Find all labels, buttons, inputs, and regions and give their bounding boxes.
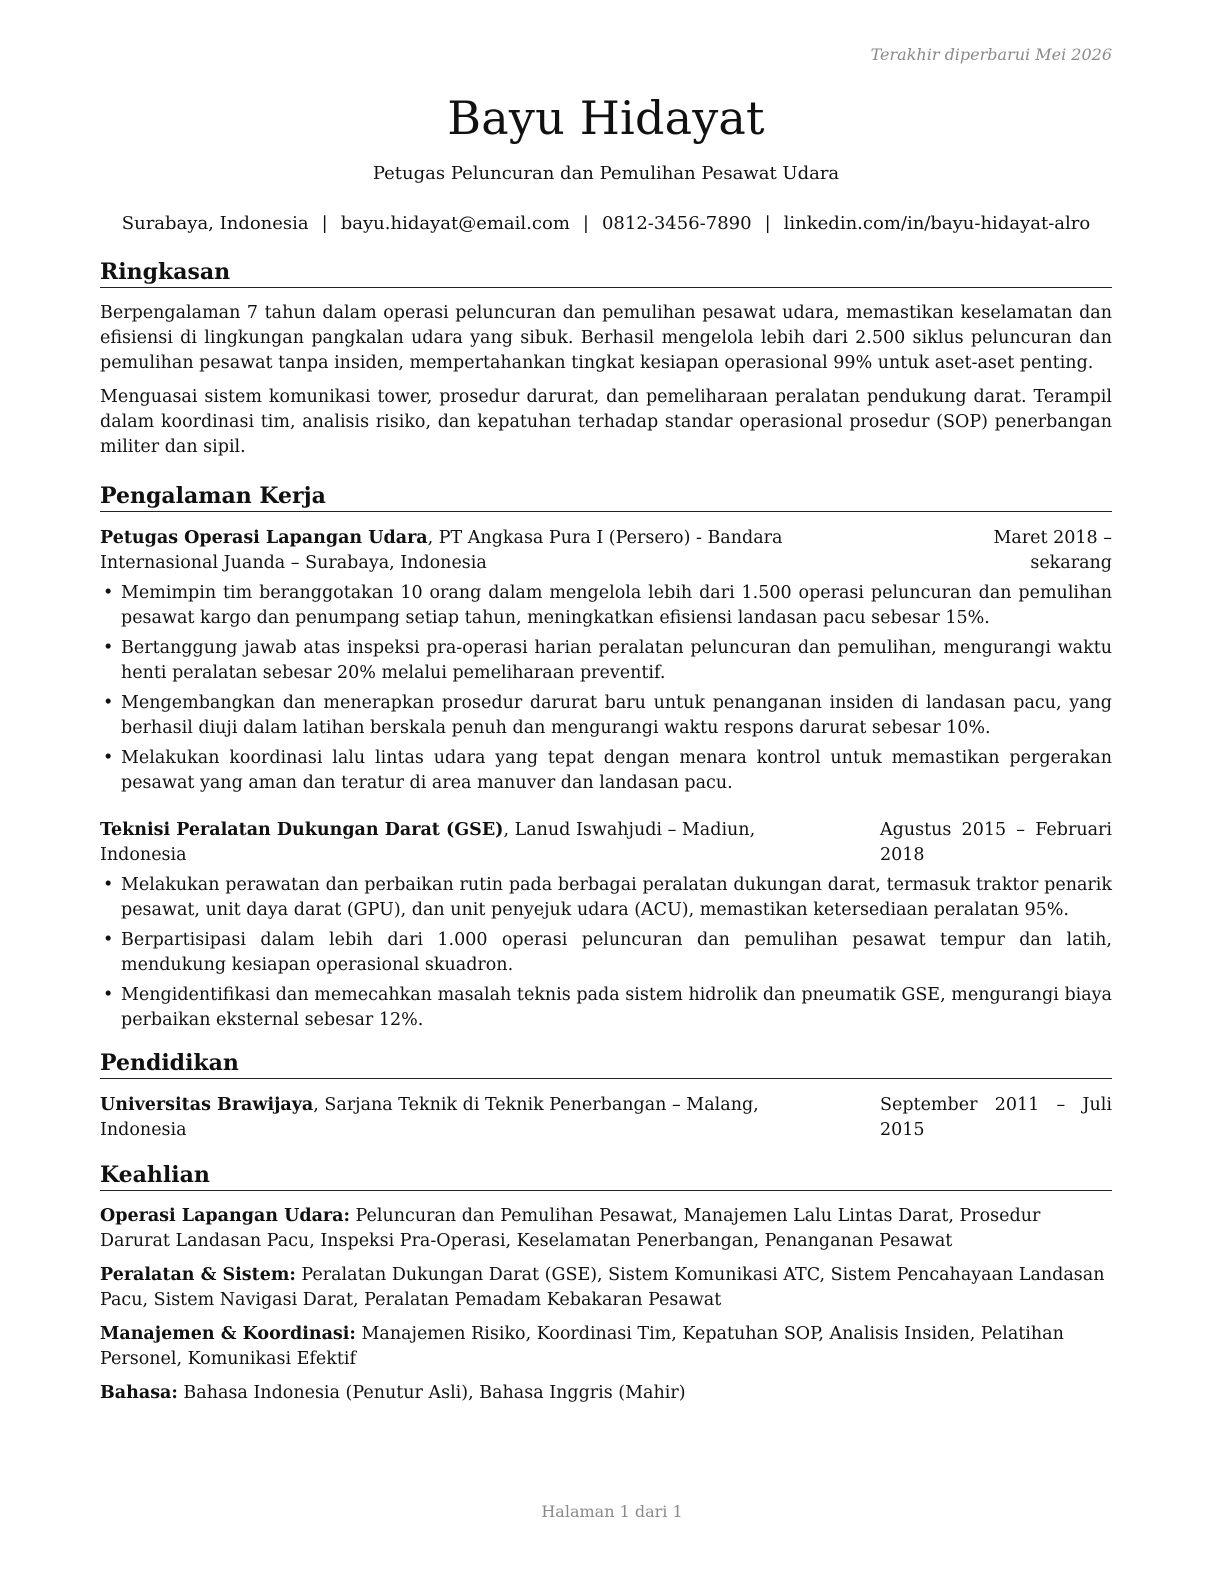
page-number: Halaman 1 dari 1 [541,1502,683,1521]
list-item [100,636,1112,686]
skill-group [100,1322,1112,1372]
job-title-line [100,818,880,868]
skill-label: Operasi Lapangan Udara: [100,1206,350,1226]
job-organization: , Lanud Iswahjudi – Madiun, Indonesia [100,820,756,865]
bullet-text: Melakukan koordinasi lalu lintas udara yang tepat dengan menara kontrol untuk memastikan pergerakan pesawat yang aman dan teratur di area manuver dan landasan pacu. [121,748,1112,793]
education-section [100,1049,1112,1143]
bullet-text: Berpartisipasi dalam lebih dari 1.000 operasi peluncuran dan pemulihan pesawat tempur dan latih, mendukung kesiapan operasional skuadron. [121,930,1112,975]
bullet-text: Memimpin tim beranggotakan 10 orang dalam mengelola lebih dari 1.500 operasi peluncuran dan pemulihan pesawat kargo dan penumpang setiap tahun, meningkatkan efisiensi landasan pacu sebesar 15%. [121,583,1112,628]
contact-separator: | [764,213,771,234]
bullet-text: Melakukan perawatan dan perbaikan rutin pada berbagai peralatan dukungan darat, termasuk traktor penarik pesawat, unit daya darat (GPU), dan unit penyejuk udara (ACU), memastikan ketersediaan peralatan 95%. [121,875,1112,920]
education-line [100,1093,880,1143]
bullet-icon: • [103,875,114,895]
bullet-icon: • [103,583,114,603]
skill-group [100,1204,1112,1254]
skills-section [100,1161,1112,1406]
last-updated: Terakhir diperbarui Mei 2026 [870,45,1112,64]
section-title-skills: Keahlian [100,1161,1112,1191]
education-detail: , Sarjana Teknik di Teknik Penerbangan – Malang, Indonesia [100,1095,759,1140]
skill-label: Peralatan & Sistem: [100,1265,296,1285]
bullet-icon: • [103,930,114,950]
skill-text: Peluncuran dan Pemulihan Pesawat, Manajemen Lalu Lintas Darat, Prosedur Darurat Landasan Pacu, Inspeksi Pra-Operasi, Keselamatan Penerbangan, Penanganan Pesawat [100,1206,1041,1251]
job-header [100,818,1112,868]
job-position: Teknisi Peralatan Dukungan Darat (GSE) [100,820,504,840]
bullet-icon: • [103,638,114,658]
section-title-education: Pendidikan [100,1049,1112,1079]
list-item [100,928,1112,978]
job-dates: Maret 2018 – sekarang [993,528,1112,573]
job-dates: Agustus 2015 – Februari 2018 [880,820,1112,865]
summary-section [100,258,1112,460]
job-organization: , PT Angkasa Pura I (Persero) - Bandara Internasional Juanda – Surabaya, Indonesia [100,528,783,573]
job-position: Petugas Operasi Lapangan Udara [100,528,428,548]
bullet-text: Mengembangkan dan menerapkan prosedur darurat baru untuk penanganan insiden di landasan pacu, yang berhasil diuji dalam latihan berskala penuh dan mengurangi waktu respons darurat sebesar 10%. [121,693,1112,738]
contact-location: Surabaya, Indonesia [121,213,309,234]
education-school: Universitas Brawijaya [100,1095,314,1115]
skill-text: Bahasa Indonesia (Penutur Asli), Bahasa Inggris (Mahir) [177,1383,686,1403]
education-header [100,1093,1112,1143]
list-item [100,873,1112,923]
summary-paragraph: Menguasai sistem komunikasi tower, prosedur darurat, dan pemeliharaan peralatan pendukung darat. Terampil dalam koordinasi tim, analisis risiko, dan kepatuhan terhadap standar operasional prosedur (SOP) penerbangan militer dan sipil. [100,387,1112,457]
job-header [100,526,1112,576]
summary-paragraph: Berpengalaman 7 tahun dalam operasi peluncuran dan pemulihan pesawat udara, memastikan keselamatan dan efisiensi di lingkungan pangkalan udara yang sibuk. Berhasil mengelola lebih dari 2.500 siklus peluncuran dan pemulihan pesawat tanpa insiden, mempertahankan tingkat kesiapan operasional 99% untuk aset-aset penting. [100,303,1112,373]
job-title-line [100,526,912,576]
skill-label: Manajemen & Koordinasi: [100,1324,356,1344]
skill-label: Bahasa: [100,1383,178,1403]
contact-linkedin[interactable]: linkedin.com/in/bayu-hidayat-alro [783,213,1091,234]
job-entry [100,818,1112,1033]
section-title-summary: Ringkasan [100,258,1112,288]
education-entry [100,1093,1112,1143]
skill-text: Peralatan Dukungan Darat (GSE), Sistem Komunikasi ATC, Sistem Pencahayaan Landasan Pacu, Sistem Navigasi Darat, Peralatan Pemadam Kebakaran Pesawat [100,1265,1105,1310]
contact-phone: 0812-3456-7890 [601,213,752,234]
list-item [100,746,1112,796]
contact-email[interactable]: bayu.hidayat@email.com [340,213,570,234]
skill-group [100,1381,1112,1406]
job-bullets [100,581,1112,796]
list-item [100,691,1112,741]
bullet-icon: • [103,693,114,713]
skill-text: Manajemen Risiko, Koordinasi Tim, Kepatuhan SOP, Analisis Insiden, Pelatihan Personel, Komunikasi Efektif [100,1324,1064,1369]
skills-list [100,1204,1112,1406]
candidate-role: Petugas Peluncuran dan Pemulihan Pesawat Udara [372,163,840,184]
list-item [100,581,1112,631]
experience-section [100,482,1112,1033]
skill-group [100,1263,1112,1313]
bullet-icon: • [103,985,114,1005]
job-entry [100,526,1112,796]
bullet-text: Mengidentifikasi dan memecahkan masalah teknis pada sistem hidrolik dan pneumatik GSE, mengurangi biaya perbaikan eksternal sebesar 12%. [121,985,1112,1030]
bullet-text: Bertanggung jawab atas inspeksi pra-operasi harian peralatan peluncuran dan pemulihan, mengurangi waktu henti peralatan sebesar 20% melalui pemeliharaan preventif. [121,638,1112,683]
candidate-name: Bayu Hidayat [447,91,765,145]
contact-separator: | [582,213,589,234]
bullet-icon: • [103,748,114,768]
contact-separator: | [321,213,328,234]
job-bullets [100,873,1112,1033]
education-dates: September 2011 – Juli 2015 [880,1095,1112,1140]
list-item [100,983,1112,1033]
contact-line [100,212,1112,236]
section-title-experience: Pengalaman Kerja [100,482,1112,512]
